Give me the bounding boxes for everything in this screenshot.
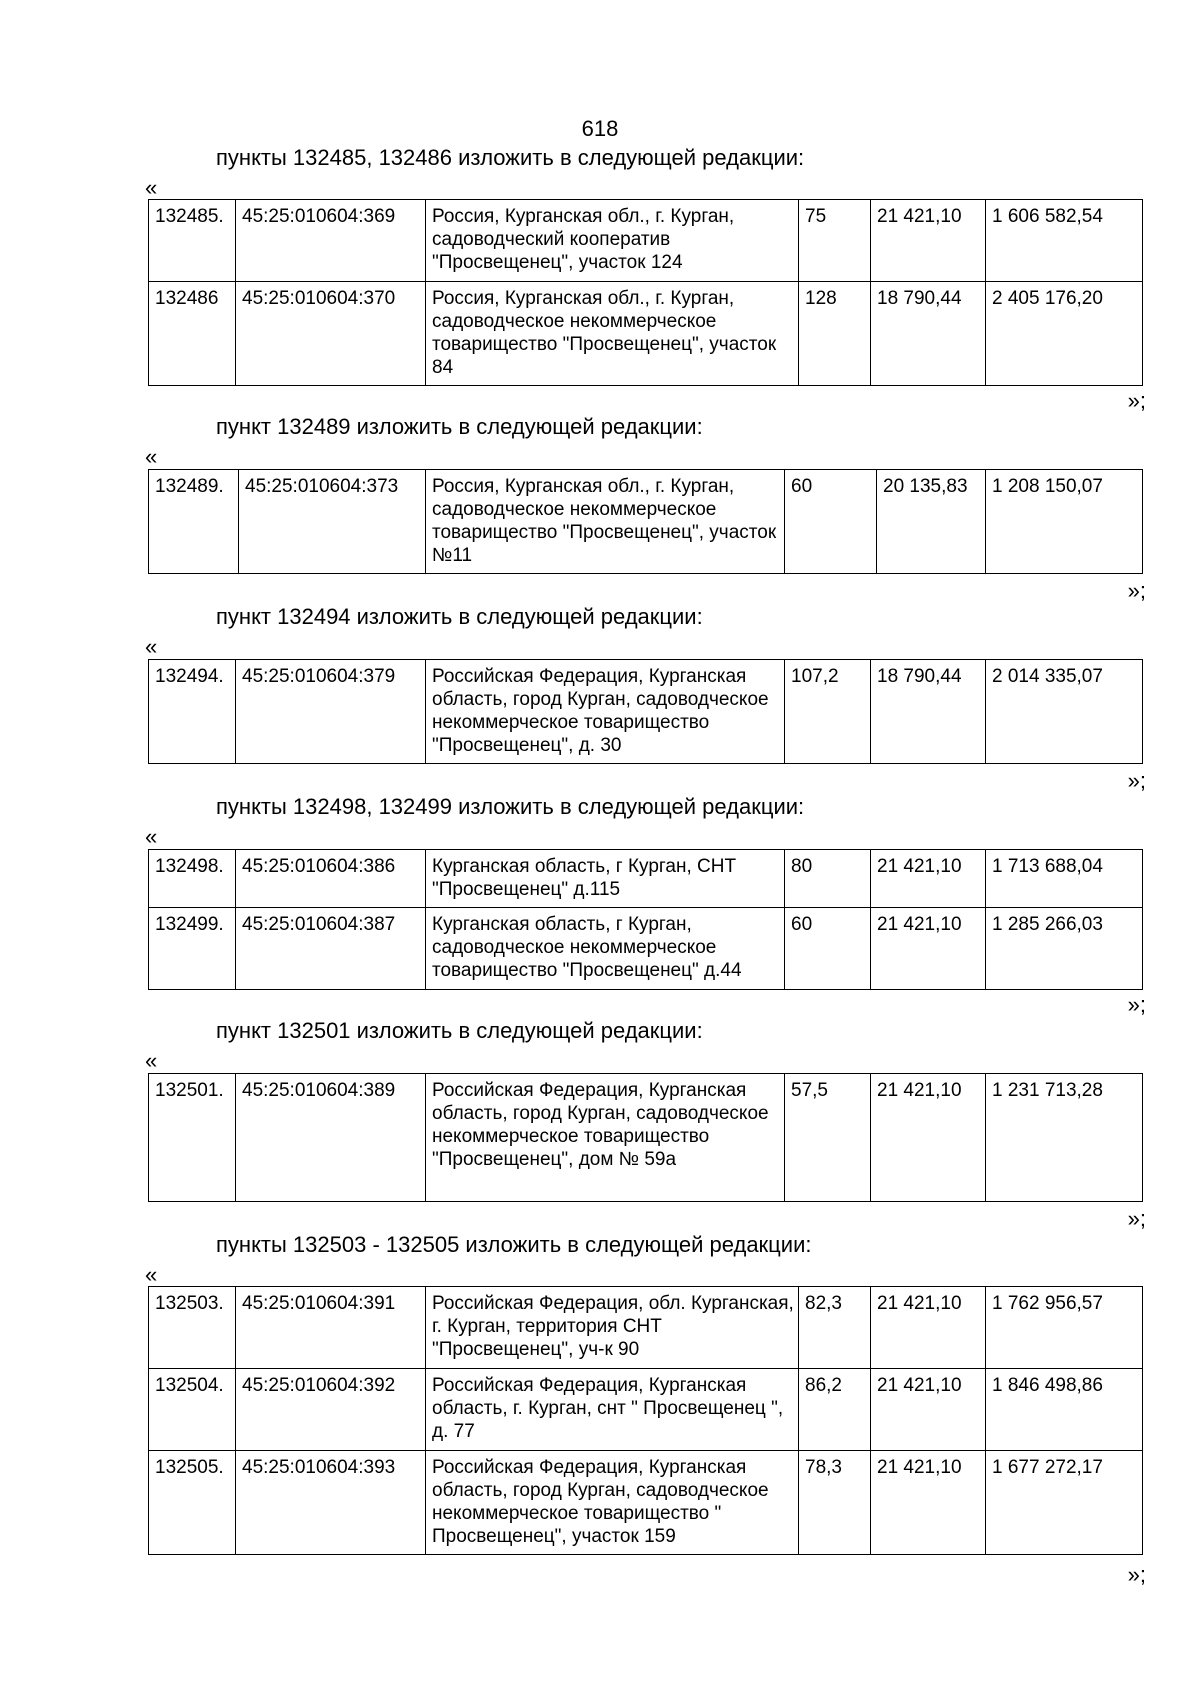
cadastral-number: 45:25:010604:389 xyxy=(236,1074,426,1202)
unit-value: 18 790,44 xyxy=(871,660,986,764)
closing-quote: »; xyxy=(1127,1562,1146,1587)
total-value: 1 846 498,86 xyxy=(986,1369,1143,1451)
table-row xyxy=(149,850,1143,908)
entry-number: 132498. xyxy=(149,850,236,908)
section-intro: пункты 132485, 132486 изложить в следующей редакции: xyxy=(216,145,805,170)
area: 57,5 xyxy=(785,1074,871,1202)
address: Россия, Курганская обл., г. Курган, садоводческое некоммерческое товарищество "Просвещенец", участок №11 xyxy=(426,470,785,574)
total-value: 1 208 150,07 xyxy=(986,470,1143,574)
address: Российская Федерация, обл. Курганская, г. Курган, территория СНТ "Просвещенец", уч-к 90 xyxy=(426,1287,799,1369)
table-row xyxy=(149,1451,1143,1555)
entries-table xyxy=(148,469,1143,574)
table-row xyxy=(149,660,1143,764)
address: Российская Федерация, Курганская область, город Курган, садоводческое некоммерческое товарищество "Просвещенец", дом № 59а xyxy=(426,1074,785,1202)
entries-table xyxy=(148,199,1143,386)
unit-value: 21 421,10 xyxy=(871,850,986,908)
total-value: 1 285 266,03 xyxy=(986,908,1143,990)
table-row xyxy=(149,1287,1143,1369)
area: 80 xyxy=(785,850,871,908)
unit-value: 18 790,44 xyxy=(871,282,986,386)
entry-number: 132489. xyxy=(149,470,239,574)
area: 82,3 xyxy=(799,1287,871,1369)
table-row xyxy=(149,470,1143,574)
section-intro: пункты 132498, 132499 изложить в следующей редакции: xyxy=(216,794,805,819)
cadastral-number: 45:25:010604:370 xyxy=(236,282,426,386)
opening-quote: « xyxy=(145,1048,158,1073)
unit-value: 21 421,10 xyxy=(871,1451,986,1555)
address: Россия, Курганская обл., г. Курган, садоводческий кооператив "Просвещенец", участок 124 xyxy=(426,200,799,282)
opening-quote: « xyxy=(145,175,158,200)
cadastral-number: 45:25:010604:369 xyxy=(236,200,426,282)
cadastral-number: 45:25:010604:391 xyxy=(236,1287,426,1369)
table-row xyxy=(149,1074,1143,1202)
opening-quote: « xyxy=(145,634,158,659)
unit-value: 21 421,10 xyxy=(871,1369,986,1451)
cadastral-number: 45:25:010604:386 xyxy=(236,850,426,908)
address: Курганская область, г Курган, садоводческое некоммерческое товарищество "Просвещенец" д.44 xyxy=(426,908,785,990)
entry-number: 132494. xyxy=(149,660,236,764)
entries-table xyxy=(148,1286,1143,1555)
table-row xyxy=(149,200,1143,282)
opening-quote: « xyxy=(145,1262,158,1287)
total-value: 1 677 272,17 xyxy=(986,1451,1143,1555)
total-value: 1 606 582,54 xyxy=(986,200,1143,282)
unit-value: 21 421,10 xyxy=(871,908,986,990)
entries-table xyxy=(148,849,1143,990)
address: Российская Федерация, Курганская область, г. Курган, снт " Просвещенец ", д. 77 xyxy=(426,1369,799,1451)
closing-quote: »; xyxy=(1127,768,1146,793)
total-value: 1 762 956,57 xyxy=(986,1287,1143,1369)
area: 60 xyxy=(785,470,877,574)
section-intro: пункт 132494 изложить в следующей редакции: xyxy=(216,604,703,629)
address: Курганская область, г Курган, СНТ "Просвещенец" д.115 xyxy=(426,850,785,908)
closing-quote: »; xyxy=(1127,992,1146,1017)
area: 60 xyxy=(785,908,871,990)
closing-quote: »; xyxy=(1127,1206,1146,1231)
area: 107,2 xyxy=(785,660,871,764)
table-row xyxy=(149,282,1143,386)
entry-number: 132504. xyxy=(149,1369,236,1451)
section-intro: пункты 132503 - 132505 изложить в следующей редакции: xyxy=(216,1232,812,1257)
entry-number: 132501. xyxy=(149,1074,236,1202)
area: 86,2 xyxy=(799,1369,871,1451)
cadastral-number: 45:25:010604:387 xyxy=(236,908,426,990)
opening-quote: « xyxy=(145,824,158,849)
entry-number: 132499. xyxy=(149,908,236,990)
closing-quote: »; xyxy=(1127,388,1146,413)
total-value: 1 231 713,28 xyxy=(986,1074,1143,1202)
table-row xyxy=(149,908,1143,990)
entries-table xyxy=(148,659,1143,764)
table-row xyxy=(149,1369,1143,1451)
unit-value: 21 421,10 xyxy=(871,1074,986,1202)
cadastral-number: 45:25:010604:392 xyxy=(236,1369,426,1451)
entry-number: 132485. xyxy=(149,200,236,282)
entry-number: 132503. xyxy=(149,1287,236,1369)
cadastral-number: 45:25:010604:373 xyxy=(239,470,426,574)
closing-quote: »; xyxy=(1127,578,1146,603)
total-value: 1 713 688,04 xyxy=(986,850,1143,908)
unit-value: 21 421,10 xyxy=(871,200,986,282)
unit-value: 21 421,10 xyxy=(871,1287,986,1369)
entry-number: 132505. xyxy=(149,1451,236,1555)
area: 75 xyxy=(799,200,871,282)
unit-value: 20 135,83 xyxy=(877,470,986,574)
total-value: 2 405 176,20 xyxy=(986,282,1143,386)
page-number: 618 xyxy=(581,116,619,141)
area: 128 xyxy=(799,282,871,386)
cadastral-number: 45:25:010604:393 xyxy=(236,1451,426,1555)
address: Российская Федерация, Курганская область, город Курган, садоводческое некоммерческое товарищество " Просвещенец", участок 159 xyxy=(426,1451,799,1555)
section-intro: пункт 132501 изложить в следующей редакции: xyxy=(216,1018,703,1043)
entry-number: 132486 xyxy=(149,282,236,386)
entries-table xyxy=(148,1073,1143,1202)
section-intro: пункт 132489 изложить в следующей редакции: xyxy=(216,414,703,439)
cadastral-number: 45:25:010604:379 xyxy=(236,660,426,764)
address: Российская Федерация, Курганская область, город Курган, садоводческое некоммерческое товарищество "Просвещенец", д. 30 xyxy=(426,660,785,764)
total-value: 2 014 335,07 xyxy=(986,660,1143,764)
area: 78,3 xyxy=(799,1451,871,1555)
address: Россия, Курганская обл., г. Курган, садоводческое некоммерческое товарищество "Просвещенец", участок 84 xyxy=(426,282,799,386)
opening-quote: « xyxy=(145,444,158,469)
